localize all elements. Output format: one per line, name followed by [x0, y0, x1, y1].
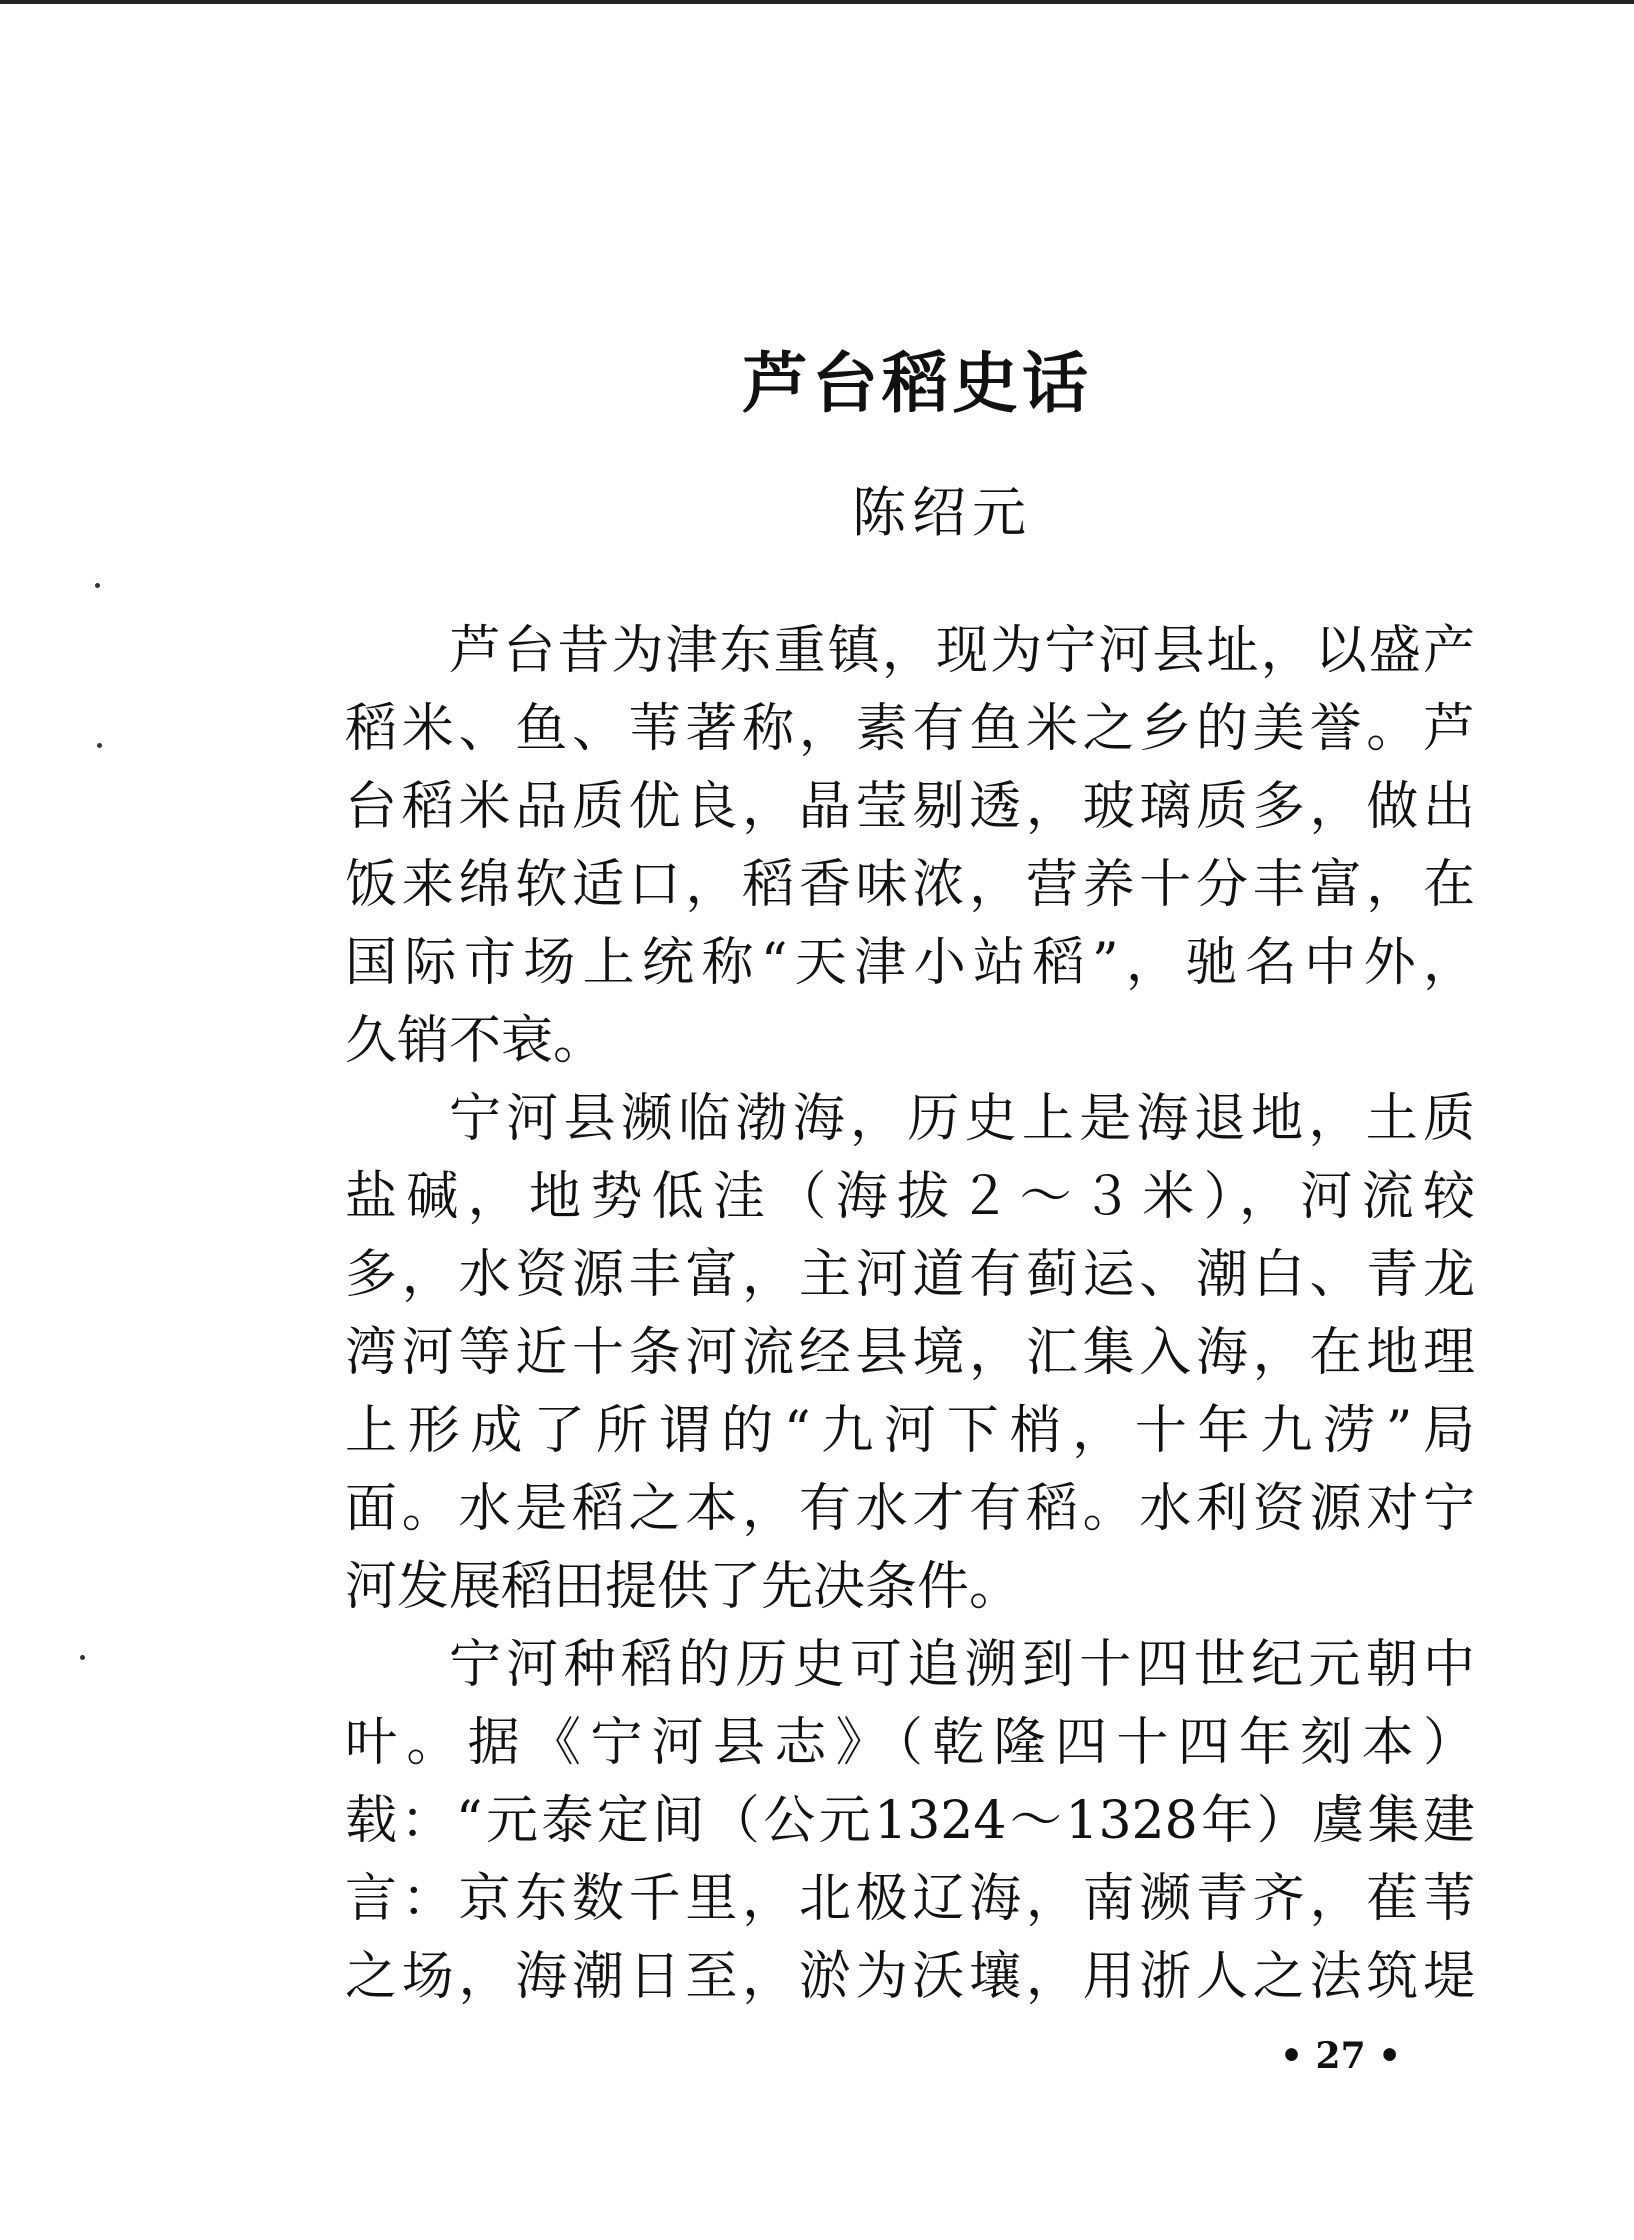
text-line: 久销不衰。 — [345, 1011, 606, 1071]
text-line: 叶。据《宁河县志》（乾隆四十四年刻本） — [345, 1713, 1475, 1773]
text-line: 宁河种稻的历史可追溯到十四世纪元朝中 — [449, 1635, 1475, 1695]
scan-speck — [80, 1655, 85, 1660]
scan-speck — [97, 743, 102, 748]
text-line: 面。水是稻之本，有水才有稻。水利资源对宁 — [345, 1479, 1475, 1539]
article-title: 芦台稻史话 — [742, 344, 1092, 422]
text-line: 上形成了所谓的“九河下梢，十年九涝”局 — [345, 1401, 1475, 1461]
text-line: 多，水资源丰富，主河道有蓟运、潮白、青龙 — [345, 1245, 1475, 1305]
text-line: 言：京东数千里，北极辽海，南濒青齐，萑苇 — [345, 1869, 1475, 1929]
text-line: 饭来绵软适口，稻香味浓，营养十分丰富，在 — [345, 855, 1475, 915]
text-line: 国际市场上统称“天津小站稻”，驰名中外， — [345, 933, 1475, 993]
text-line: 稻米、鱼、苇著称，素有鱼米之乡的美誉。芦 — [345, 699, 1475, 759]
article-author: 陈绍元 — [852, 481, 1032, 544]
text-line: 芦台昔为津东重镇，现为宁河县址，以盛产 — [449, 621, 1475, 681]
text-line: 载：“元泰定间（公元1324～1328年）虞集建 — [345, 1791, 1475, 1851]
text-line: 之场，海潮日至，淤为沃壤，用浙人之法筑堤 — [345, 1947, 1475, 2007]
text-line: 河发展稻田提供了先决条件。 — [345, 1557, 1022, 1617]
page-number: • 27 • — [1280, 2035, 1402, 2077]
top-border-line — [0, 0, 1634, 4]
article-body — [345, 612, 1475, 2016]
text-line: 宁河县濒临渤海，历史上是海退地，土质 — [449, 1089, 1475, 1149]
text-line: 湾河等近十条河流经县境，汇集入海，在地理 — [345, 1323, 1475, 1383]
text-line: 台稻米品质优良，晶莹剔透，玻璃质多，做出 — [345, 777, 1475, 837]
scan-speck — [95, 583, 100, 588]
text-line: 盐碱，地势低洼（海拔２～３米），河流较 — [345, 1167, 1475, 1227]
